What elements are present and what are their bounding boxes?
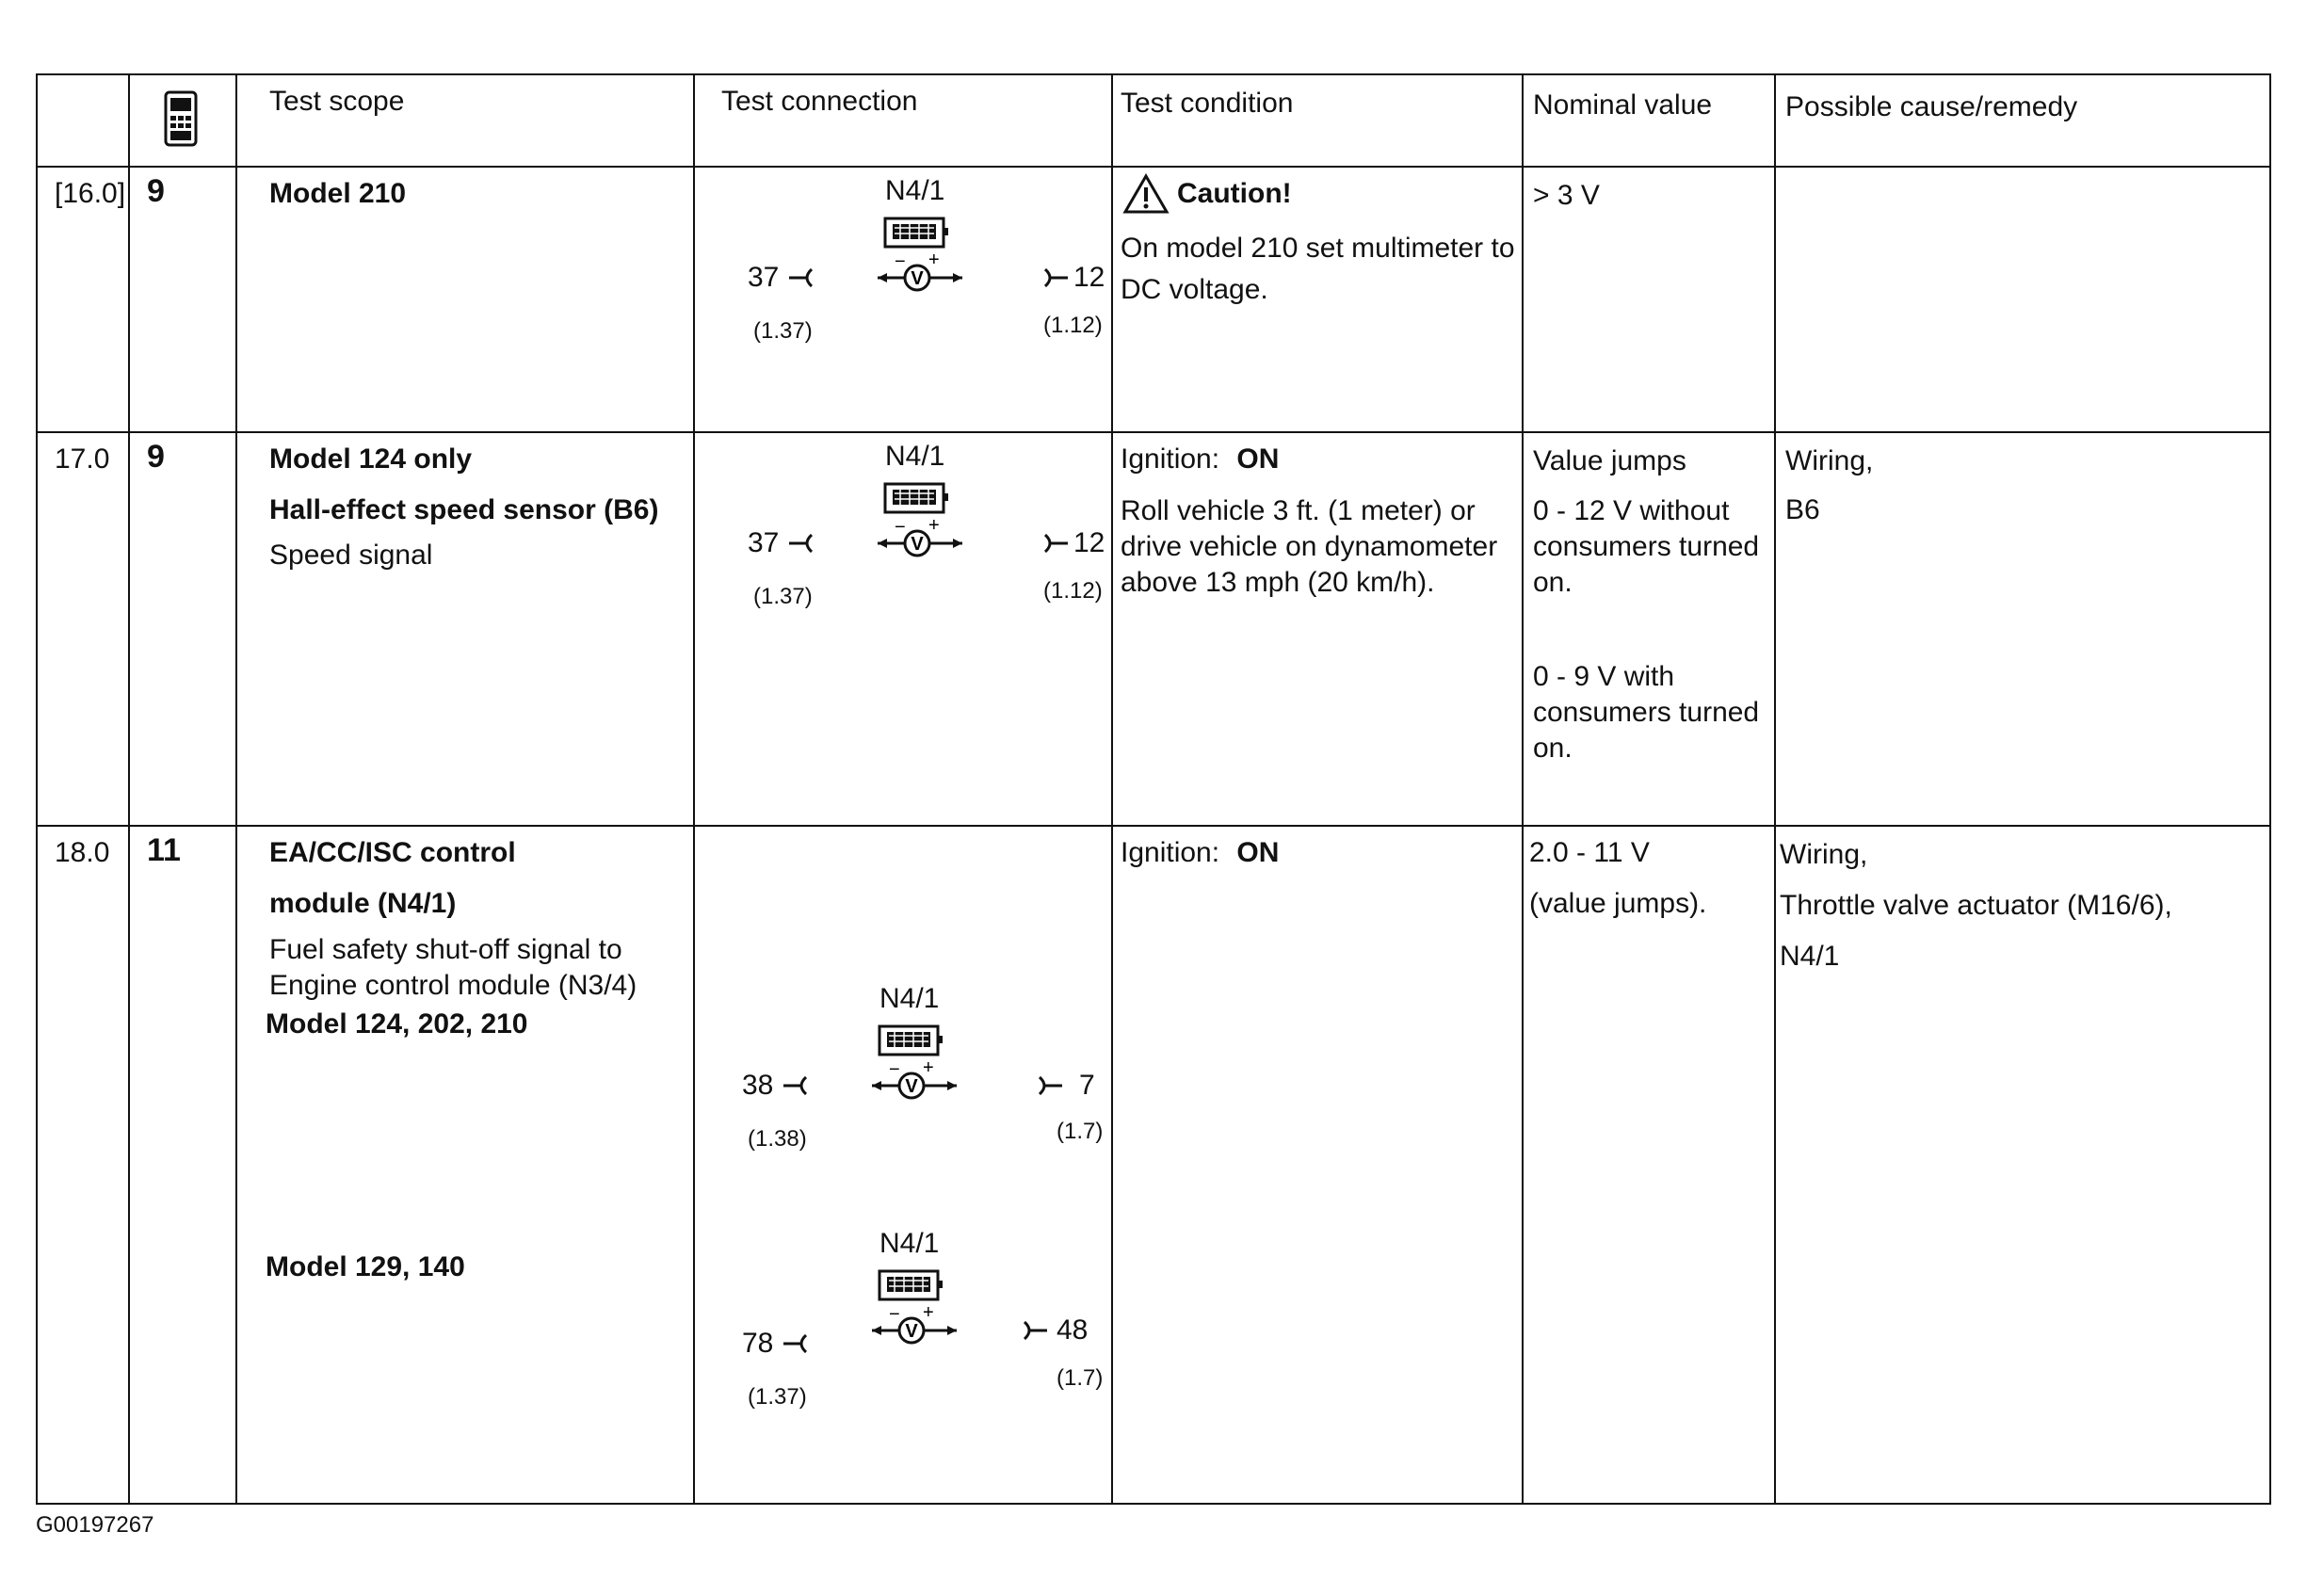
right-pin: 12	[1073, 527, 1105, 558]
svg-text:+: +	[923, 1058, 934, 1078]
control-module-icon	[876, 1267, 945, 1305]
svg-text:V: V	[905, 1321, 918, 1342]
right-pin-sub: (1.12)	[1043, 313, 1103, 338]
step-icon: 9	[147, 439, 165, 475]
possible-cause: Wiring,	[1780, 839, 1868, 870]
row-divider	[38, 166, 2269, 168]
warning-triangle-icon	[1122, 173, 1170, 215]
col-divider	[1522, 75, 1524, 1503]
voltmeter-icon	[782, 1058, 1064, 1105]
step-number: 17.0	[55, 443, 110, 475]
voltmeter-icon	[787, 516, 1070, 563]
svg-text:+: +	[928, 250, 940, 270]
condition-value: ON	[1236, 837, 1280, 868]
header-nominal-value: Nominal value	[1533, 89, 1713, 121]
svg-text:+: +	[923, 1303, 934, 1323]
left-pin: 78	[742, 1328, 774, 1359]
possible-cause: B6	[1785, 494, 1820, 525]
voltmeter-icon	[787, 250, 1070, 298]
condition-ignition	[1121, 836, 1279, 870]
module-label: N4/1	[885, 441, 945, 472]
caution-label: Caution!	[1177, 178, 1292, 209]
test-table	[36, 73, 2271, 1505]
nominal-value: 0 - 12 V without consumers turned on.	[1533, 495, 1760, 598]
test-scope-model: Model 124 only	[269, 443, 473, 475]
col-divider	[1774, 75, 1776, 1503]
left-pin-sub: (1.38)	[748, 1126, 807, 1152]
module-label: N4/1	[879, 1228, 940, 1259]
svg-text:V: V	[911, 534, 924, 555]
condition-label: Ignition:	[1121, 443, 1220, 475]
tester-icon	[162, 90, 200, 152]
right-pin: 12	[1073, 262, 1105, 293]
test-scope-model: Model 210	[269, 178, 407, 209]
test-scope-model: Model 129, 140	[266, 1251, 465, 1282]
figure-code: G00197267	[36, 1512, 154, 1538]
module-label: N4/1	[885, 175, 945, 206]
nominal-value: 0 - 9 V with consumers turned on.	[1533, 661, 1760, 764]
condition-label: Ignition:	[1121, 837, 1220, 868]
control-module-icon	[876, 1023, 945, 1060]
voltmeter-icon	[782, 1303, 1064, 1360]
svg-text:−: −	[895, 251, 906, 272]
left-pin: 38	[742, 1070, 774, 1101]
nominal-value: (value jumps).	[1529, 888, 1707, 919]
svg-text:V: V	[905, 1076, 918, 1097]
header-test-condition: Test condition	[1121, 88, 1294, 119]
control-module-icon	[881, 215, 951, 252]
svg-text:−: −	[895, 517, 906, 538]
nominal-value: > 3 V	[1533, 180, 1600, 211]
left-pin: 37	[748, 262, 780, 293]
svg-text:V: V	[911, 268, 924, 289]
test-scope-signal: Fuel safety shut-off signal to Engine control module (N3/4)	[269, 934, 637, 1001]
nominal-value: Value jumps	[1533, 445, 1686, 476]
row-divider	[38, 825, 2269, 827]
left-pin-sub: (1.37)	[753, 318, 813, 344]
col-divider	[128, 75, 130, 1503]
condition-value: ON	[1236, 443, 1280, 475]
condition-ignition	[1121, 443, 1279, 476]
test-condition-text: Roll vehicle 3 ft. (1 meter) or drive vehicle on dynamometer above 13 mph (20 km/h).	[1121, 495, 1498, 598]
possible-cause: Throttle valve actuator (M16/6),	[1780, 890, 2172, 921]
header-test-scope: Test scope	[269, 86, 405, 117]
module-label: N4/1	[879, 983, 940, 1014]
col-divider	[693, 75, 695, 1503]
test-condition-text: On model 210 set multimeter to DC voltage.	[1121, 233, 1515, 305]
right-pin: 7	[1079, 1070, 1095, 1101]
step-number: 18.0	[55, 837, 110, 868]
header-test-connection: Test connection	[721, 86, 918, 117]
test-scope-signal: Speed signal	[269, 540, 433, 571]
row-divider	[38, 431, 2269, 433]
left-pin-sub: (1.37)	[753, 584, 813, 609]
control-module-icon	[881, 480, 951, 518]
right-pin: 48	[1057, 1314, 1089, 1346]
svg-text:−: −	[889, 1304, 900, 1325]
test-scope-model: Model 124, 202, 210	[266, 1008, 528, 1040]
left-pin-sub: (1.37)	[748, 1384, 807, 1410]
test-scope-component: EA/CC/ISC control	[269, 837, 516, 868]
right-pin-sub: (1.7)	[1057, 1365, 1104, 1391]
step-icon: 11	[147, 832, 181, 868]
right-pin-sub: (1.12)	[1043, 578, 1103, 604]
test-connection-diagram	[702, 173, 1117, 371]
test-connection-diagram	[697, 1226, 1111, 1424]
header-possible-cause: Possible cause/remedy	[1785, 91, 2078, 122]
left-pin: 37	[748, 527, 780, 558]
test-connection-diagram	[697, 981, 1111, 1179]
possible-cause: N4/1	[1780, 941, 1840, 972]
test-scope-component: Hall-effect speed sensor (B6)	[269, 494, 659, 525]
nominal-value: 2.0 - 11 V	[1529, 837, 1650, 868]
step-icon: 9	[147, 173, 165, 209]
test-scope-component: module (N4/1)	[269, 888, 457, 919]
svg-text:+: +	[928, 516, 940, 536]
right-pin-sub: (1.7)	[1057, 1119, 1104, 1144]
possible-cause: Wiring,	[1785, 445, 1874, 476]
svg-text:−: −	[889, 1059, 900, 1080]
step-number: [16.0]	[55, 178, 126, 209]
col-divider	[235, 75, 237, 1503]
test-connection-diagram	[702, 439, 1117, 637]
